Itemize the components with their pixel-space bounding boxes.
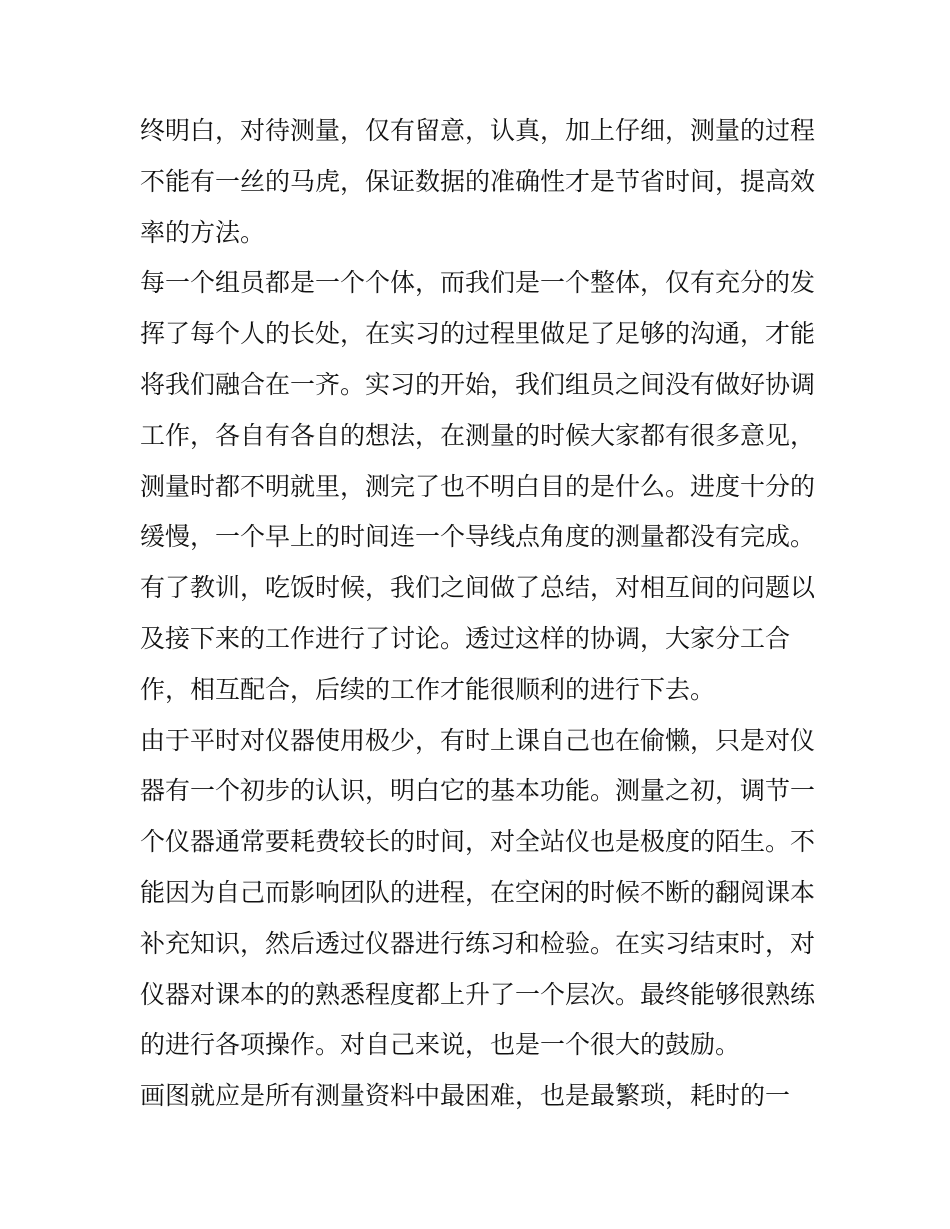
text-line: 画图就应是所有测量资料中最困难，也是最繁琐，耗时的一 xyxy=(140,1081,791,1111)
text-line: 及接下来的工作进行了讨论。透过这样的协调，大家分工合 xyxy=(140,623,791,653)
text-line: 不能有一丝的马虎，保证数据的准确性才是节省时间，提高效 xyxy=(140,166,816,196)
body-text xyxy=(140,106,820,1122)
text-line: 能因为自己而影响团队的进程，在空闲的时候不断的翻阅课本 xyxy=(140,877,816,907)
text-line: 器有一个初步的认识，明白它的基本功能。测量之初，调节一 xyxy=(140,776,816,806)
text-line: 作，相互配合，后续的工作才能很顺利的进行下去。 xyxy=(140,674,716,704)
text-line: 个仪器通常要耗费较长的时间，对全站仪也是极度的陌生。不 xyxy=(140,827,816,857)
text-line: 将我们融合在一齐。实习的开始，我们组员之间没有做好协调 xyxy=(140,369,816,399)
text-line: 有了教训，吃饭时候，我们之间做了总结，对相互间的问题以 xyxy=(140,573,816,603)
text-line: 工作，各自有各自的想法，在测量的时候大家都有很多意见， xyxy=(140,420,816,450)
text-line: 终明白，对待测量，仅有留意，认真，加上仔细，测量的过程 xyxy=(140,116,816,145)
text-line: 的进行各项操作。对自己来说，也是一个很大的鼓励。 xyxy=(140,1030,741,1060)
text-line: 缓慢，一个早上的时间连一个导线点角度的测量都没有完成。 xyxy=(140,522,816,552)
text-line: 补充知识，然后透过仪器进行练习和检验。在实习结束时，对 xyxy=(140,928,816,958)
text-line: 率的方法。 xyxy=(140,217,266,247)
text-line: 测量时都不明就里，测完了也不明白目的是什么。进度十分的 xyxy=(140,471,816,501)
text-line: 由于平时对仪器使用极少，有时上课自己也在偷懒，只是对仪 xyxy=(140,725,816,755)
text-line: 每一个组员都是一个个体，而我们是一个整体，仅有充分的发 xyxy=(140,268,816,298)
text-line: 挥了每个人的长处，在实习的过程里做足了足够的沟通，才能 xyxy=(140,319,816,349)
text-line: 仪器对课本的的熟悉程度都上升了一个层次。最终能够很熟练 xyxy=(140,979,816,1009)
